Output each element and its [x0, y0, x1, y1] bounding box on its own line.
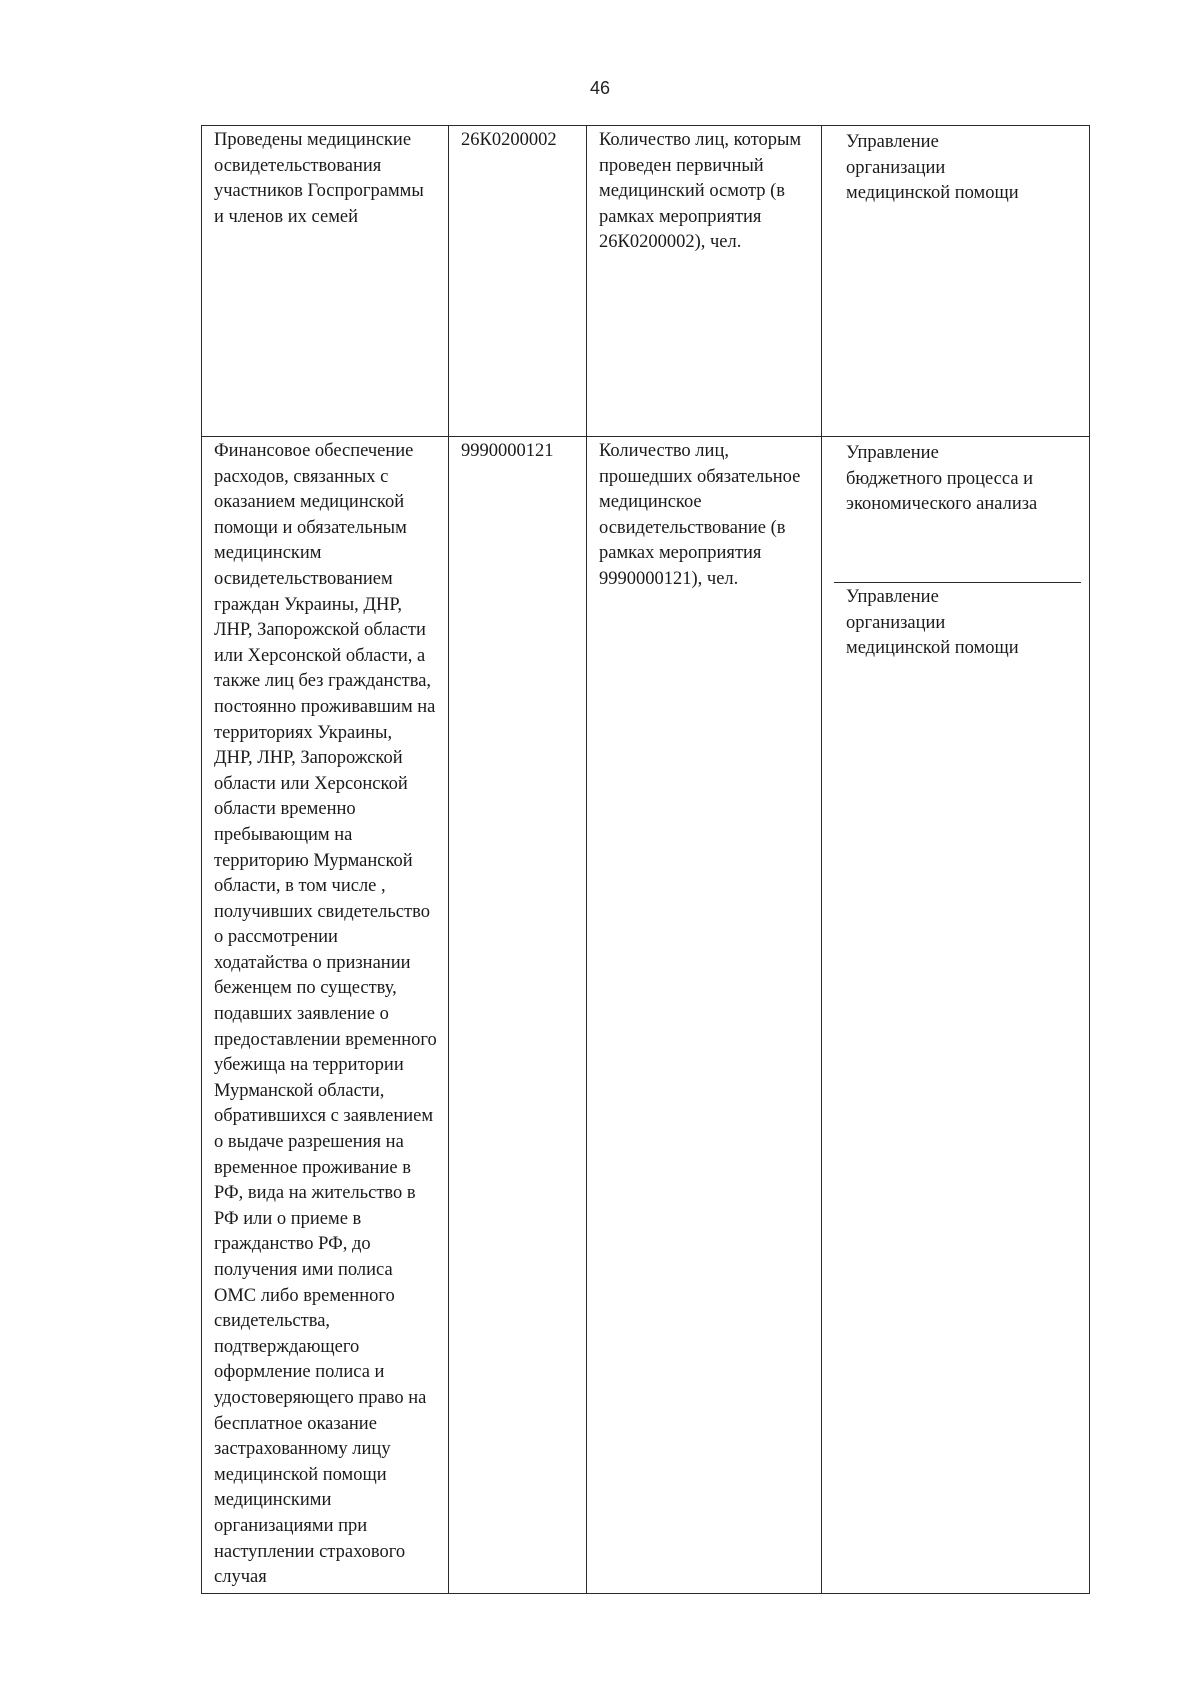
text-line: организации	[846, 157, 946, 178]
indicator-cell	[587, 437, 822, 1594]
text-line: получения ими полиса	[214, 1260, 393, 1280]
text-line: застрахованному лицу	[214, 1439, 391, 1460]
budget-code: 26К0200002	[461, 130, 557, 150]
text-line: подавших заявление о	[214, 1004, 389, 1025]
text-line: и членов их семей	[214, 206, 359, 227]
responsible-department	[834, 583, 1081, 664]
text-line: области временно	[214, 799, 356, 820]
text-line: освидетельствования	[214, 155, 382, 176]
text-line: Мурманской области,	[214, 1080, 385, 1101]
text-line: предоставлении временного	[214, 1029, 437, 1050]
text-line: граждан Украины, ДНР,	[214, 594, 402, 615]
activity-cell	[202, 437, 449, 1594]
responsible-cell	[822, 437, 1090, 1594]
text-line: постоянно проживавшим на	[214, 696, 436, 717]
text-line: оказанием медицинской	[214, 492, 405, 513]
text-line: о рассмотрении	[214, 927, 338, 948]
text-line: организациями при	[214, 1515, 368, 1536]
text-line: помощи и обязательным	[214, 517, 407, 538]
text-line: бесплатное оказание	[214, 1413, 377, 1434]
text-line: удостоверяющего право на	[214, 1387, 427, 1408]
code-cell	[449, 437, 587, 1594]
text-line: свидетельства,	[214, 1311, 331, 1332]
activity-cell	[202, 126, 449, 437]
text-line: медицинской помощи	[846, 183, 1019, 204]
text-line: 26К0200002), чел.	[599, 232, 742, 253]
text-line: участников Госпрограммы	[214, 181, 424, 202]
text-line: проведен первичный	[599, 155, 764, 176]
text-line: ЛНР, Запорожской области	[214, 620, 426, 641]
table-row	[202, 126, 1090, 437]
document-table	[201, 125, 1090, 1594]
text-line: Управление	[846, 443, 939, 463]
text-line: медицинским	[214, 543, 322, 564]
text-line: ДНР, ЛНР, Запорожской	[214, 748, 403, 769]
text-line: РФ, вида на жительство в	[214, 1183, 416, 1204]
budget-code: 9990000121	[461, 441, 554, 461]
text-line: РФ или о приеме в	[214, 1208, 362, 1229]
text-line: медицинскими	[214, 1490, 332, 1511]
text-line: Проведены медицинские	[214, 130, 412, 150]
text-line: бюджетного процесса и	[846, 468, 1034, 489]
text-line: освидетельствованием	[214, 568, 393, 589]
text-line: освидетельствование (в	[599, 517, 786, 538]
text-line: наступлении страхового	[214, 1541, 406, 1562]
text-line: ОМС либо временного	[214, 1285, 395, 1306]
responsible-department	[834, 128, 1081, 209]
text-line: обратившихся с заявлением	[214, 1106, 434, 1127]
text-line: Управление	[846, 587, 939, 607]
text-line: пребывающим на	[214, 824, 353, 845]
text-line: подтверждающего	[214, 1336, 360, 1357]
text-line: Количество лиц,	[599, 441, 729, 461]
text-line: Количество лиц, которым	[599, 130, 802, 150]
page-number: 46	[589, 78, 611, 98]
text-line: 9990000121), чел.	[599, 568, 739, 589]
responsible-cell	[822, 126, 1090, 437]
text-line: Финансовое обеспечение	[214, 441, 414, 461]
text-line: временное проживание в	[214, 1157, 411, 1178]
text-line: случая	[214, 1567, 267, 1588]
text-line: медицинский осмотр (в	[599, 181, 786, 202]
text-line: получивших свидетельство	[214, 901, 430, 922]
table-row	[202, 437, 1090, 1594]
text-line: медицинское	[599, 492, 702, 513]
responsible-department	[834, 439, 1081, 583]
text-line: убежища на территории	[214, 1055, 404, 1076]
text-line: гражданство РФ, до	[214, 1234, 371, 1255]
text-line: экономического анализа	[846, 494, 1038, 515]
text-line: медицинской помощи	[846, 638, 1019, 659]
text-line: рамках мероприятия	[599, 206, 762, 227]
text-line: беженцем по существу,	[214, 978, 397, 999]
text-line: территорию Мурманской	[214, 850, 413, 871]
text-line: области, в том числе ,	[214, 876, 386, 897]
text-line: расходов, связанных с	[214, 466, 389, 487]
text-line: оформление полиса и	[214, 1362, 385, 1383]
text-line: рамках мероприятия	[599, 543, 762, 564]
indicator-cell	[587, 126, 822, 437]
text-line: области или Херсонской	[214, 773, 408, 794]
text-line: о выдаче разрешения на	[214, 1132, 404, 1153]
text-line: организации	[846, 612, 946, 633]
text-line: также лиц без гражданства,	[214, 671, 432, 692]
text-line: Управление	[846, 132, 939, 152]
text-line: прошедших обязательное	[599, 466, 801, 487]
text-line: ходатайства о признании	[214, 952, 411, 973]
code-cell	[449, 126, 587, 437]
text-line: территориях Украины,	[214, 722, 393, 743]
text-line: медицинской помощи	[214, 1464, 387, 1485]
text-line: или Херсонской области, а	[214, 645, 426, 666]
